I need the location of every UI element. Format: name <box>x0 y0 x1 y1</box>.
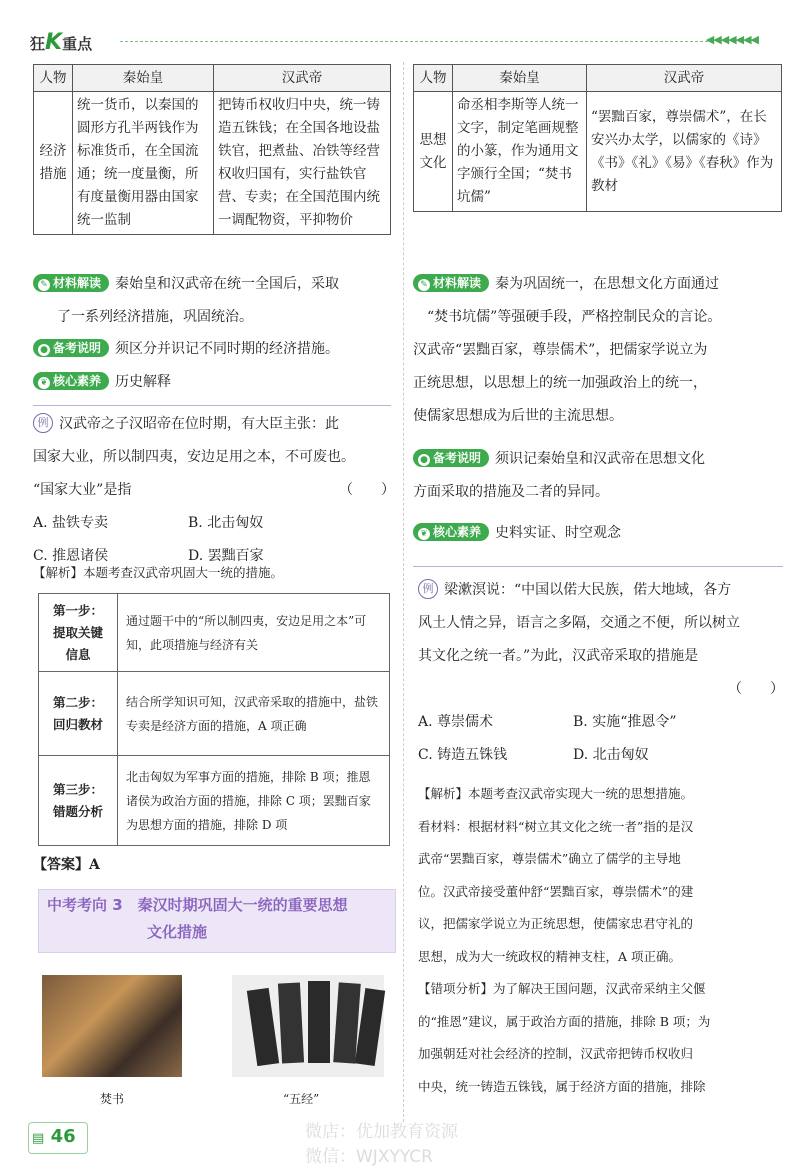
material-reading-tag: ✎ 材料解读 <box>413 274 489 292</box>
table-cell-han: “罢黜百家，尊崇儒术”，在长安兴办太学，以儒家的《诗》《书》《礼》《易》《春秋》作为教材 <box>587 92 782 212</box>
example-question: 例 汉武帝之子汉昭帝在位时期，有大臣主张：此 国家大业，所以制四夷，安边足用之本，不可废也。 “国家大业”是指 （ ） A. 盐铁专卖 B. 北击匈奴 C. 推恩诸侯 D. 罢黜百家 <box>33 408 395 573</box>
table-header-han: 汉武帝 <box>587 65 782 92</box>
exam-note-tag: ● 备考说明 <box>413 449 489 467</box>
leaf-icon: ✎ <box>418 279 430 291</box>
table-category: 经济措施 <box>34 92 73 235</box>
bulb-icon: ● <box>38 344 50 356</box>
example-divider <box>33 405 391 406</box>
option-c: C. 推恩诸侯 <box>33 548 109 564</box>
answer: 【答案】A <box>33 857 100 873</box>
analysis-right: 【解析】本题考查汉武帝实现大一统的思想措施。 看材料：根据材料“树立其文化之统一者”指的是汉 武帝“罢黜百家，尊崇儒术”确立了儒学的主导地 位。汉武帝接受董仲舒“罢黜百家，尊崇儒术”的建 议，把儒家学说立为正统思想，使儒家忠君守礼的 思想，成为大一统政权的精神支柱，A 项正确。 【错项分析】为了解决王国问题，汉武帝采纳主父偃 的“推恩”建议，属于政治方面的措施，排除 B 项；为 加强朝廷对社会经济的控制，汉武帝把铸币权收归 中央，统一铸造五铢钱，属于经济方面的措施，排除 <box>418 786 711 1094</box>
table-cell-han: 把铸币权收归中央，统一铸造五铢钱；在全国各地设盐铁官，把煮盐、冶铁等经营权收归国有，实行盐铁官营、专卖；在全国范围内统一调配物资，平抑物价 <box>214 92 391 235</box>
example-divider <box>413 566 783 567</box>
step-row <box>39 594 390 672</box>
page-number: ▤ 46 <box>32 1126 76 1147</box>
step-row <box>39 672 390 756</box>
option-c: C. 铸造五铢钱 <box>418 747 508 763</box>
economic-measures-table <box>33 64 391 235</box>
header-divider <box>120 41 708 42</box>
leaf-icon: ❦ <box>418 528 430 540</box>
material-reading-tag: ✎ 材料解读 <box>33 274 109 292</box>
table-cell-qin: 统一货币，以秦国的圆形方孔半两钱作为标准货币，在全国流通；统一度量衡，所有度量衡用器由国家统一监制 <box>73 92 214 235</box>
core-literacy-tag: ❦ 核心素养 <box>413 523 489 541</box>
bulb-icon: ● <box>418 454 430 466</box>
table-category: 思想文化 <box>414 92 453 212</box>
option-b: B. 实施“推恩令” <box>573 714 677 730</box>
table-header-qin: 秦始皇 <box>453 65 587 92</box>
option-d: D. 北击匈奴 <box>573 747 649 763</box>
book-icon: ▤ <box>32 1131 45 1146</box>
table-header-person: 人物 <box>34 65 73 92</box>
book-burning-image <box>42 975 182 1077</box>
steps-table <box>38 593 390 846</box>
example-question-right: 例 梁漱溟说：“中国以偌大民族，偌大地域，各方 风土人情之异，语言之多隔，交通之不便，所以树立 其文化之统一者。”为此，汉武帝采取的措施是 （ ） A. 尊崇儒术 B. 实施“推恩令” C. 铸造五铢钱 D. 北击匈奴 <box>418 574 784 772</box>
step-text: 通过题干中的“所以制四夷，安边足用之本”可知，此项措施与经济有关 <box>118 594 390 672</box>
step-label: 第三步： 错题分析 <box>39 756 118 846</box>
table-cell-qin: 命丞相李斯等人统一文字，制定笔画规整的小篆，作为通用文字颁行全国；“焚书坑儒” <box>453 92 587 212</box>
watermark-shop: 微店：优加教育资源 <box>305 1122 458 1142</box>
table-header-person: 人物 <box>414 65 453 92</box>
culture-measures-table <box>413 64 782 212</box>
answer-blank: （ ） <box>339 482 395 498</box>
leaf-icon: ❦ <box>38 377 50 389</box>
example-icon: 例 <box>33 413 53 433</box>
answer-blank: （ ） <box>728 681 784 697</box>
material-reading-right: ✎ 材料解读 秦为巩固统一，在思想文化方面通过 “焚书坑儒”等强硬手段，严格控制民众的言论。 汉武帝“罢黜百家，尊崇儒术”，把儒家学说立为 正统思想，以思想上的统一加强政治上的统一， 使儒家思想成为后世的主流思想。 <box>413 276 722 424</box>
step-text: 结合所学知识可知，汉武帝采取的措施中，盐铁专卖是经济方面的措施，A 项正确 <box>118 672 390 756</box>
column-divider <box>403 62 404 1122</box>
leaf-icon: ✎ <box>38 279 50 291</box>
exam-note-right: ● 备考说明 须识记秦始皇和汉武帝在思想文化 方面采取的措施及二者的异同。 <box>413 451 706 500</box>
step-row <box>39 756 390 846</box>
step-label: 第一步： 提取关键 信息 <box>39 594 118 672</box>
table-header-han: 汉武帝 <box>214 65 391 92</box>
option-b: B. 北击匈奴 <box>188 515 264 531</box>
option-a: A. 尊崇儒术 <box>418 714 494 730</box>
material-reading: ✎ 材料解读 秦始皇和汉武帝在统一全国后，采取 了一系列经济措施，巩固统治。 <box>33 268 393 334</box>
core-literacy: ❦ 核心素养 历史解释 <box>33 366 171 399</box>
section-banner: 中考考向 3 秦汉时期巩固大一统的重要思想 文化措施 <box>38 889 396 953</box>
five-classics-image <box>232 975 384 1077</box>
core-literacy-right: ❦ 核心素养 史料实证、时空观念 <box>413 517 621 550</box>
arrow-icons: ◀◀◀◀◀◀◀ <box>705 33 758 46</box>
option-a: A. 盐铁专卖 <box>33 515 109 531</box>
example-icon: 例 <box>418 579 438 599</box>
core-literacy-tag: ❦ 核心素养 <box>33 372 109 390</box>
exam-note: ● 备考说明 须区分并识记不同时期的经济措施。 <box>33 333 339 366</box>
watermark-wechat: 微信：WJXYYCR <box>305 1147 433 1167</box>
step-label: 第二步： 回归教材 <box>39 672 118 756</box>
step-text: 北击匈奴为军事方面的措施，排除 B 项；推恩诸侯为政治方面的措施，排除 C 项；罢黜百家为思想方面的措施，排除 D 项 <box>118 756 390 846</box>
caption-five-classics: “五经” <box>283 1092 320 1106</box>
option-d: D. 罢黜百家 <box>188 548 264 564</box>
brand-logo: 狂K重点 <box>30 30 93 55</box>
exam-note-tag: ● 备考说明 <box>33 339 109 357</box>
analysis-heading: 【解析】本题考查汉武帝巩固大一统的措施。 <box>33 565 284 580</box>
table-header-qin: 秦始皇 <box>73 65 214 92</box>
caption-book-burning: 焚书 <box>100 1092 125 1106</box>
